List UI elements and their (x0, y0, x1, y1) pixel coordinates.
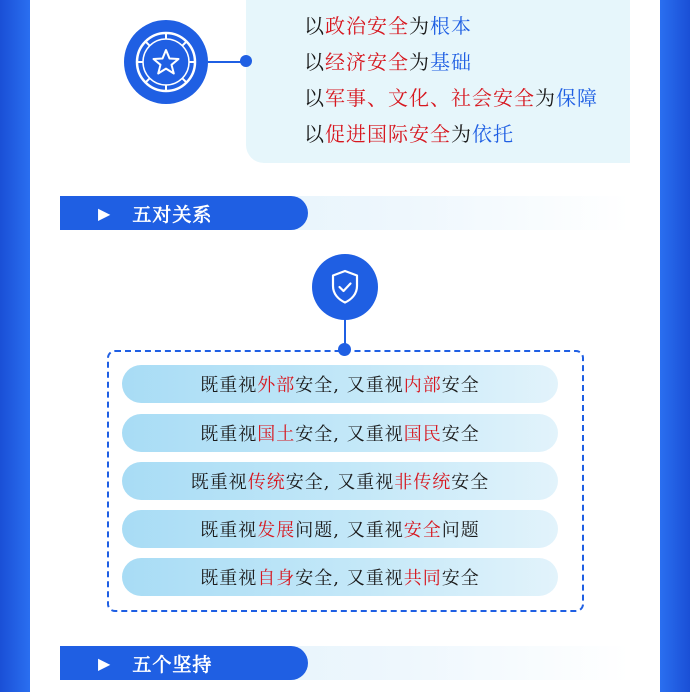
right-border (660, 0, 690, 692)
principle-line: 以经济安全为基础 (304, 50, 472, 74)
section-title: 五个坚持 (132, 653, 213, 676)
principles-list (304, 8, 598, 152)
shield-check-icon (312, 254, 378, 320)
section-title: 五对关系 (132, 203, 213, 226)
principle-line: 以军事、文化、社会安全为保障 (304, 86, 598, 110)
relation-row: 既重视 自身 安全, 又重视 共同 安全 (122, 558, 558, 596)
principle-line: 以促进国际安全为依托 (304, 122, 514, 146)
section-header-five-relations (60, 196, 630, 230)
relation-row: 既重视 国土 安全, 又重视 国民 安全 (122, 414, 558, 452)
relation-row: 既重视 外部 安全, 又重视 内部 安全 (122, 365, 558, 403)
section-header-five-adherences (60, 646, 630, 680)
relation-row: 既重视 传统 安全, 又重视 非传统 安全 (122, 462, 558, 500)
principle-line: 以政治安全为根本 (304, 14, 472, 38)
relation-row: 既重视 发展 问题, 又重视 安全 问题 (122, 510, 558, 548)
star-medal-icon (124, 20, 208, 104)
play-arrow-icon: ▶ (98, 653, 111, 673)
play-arrow-icon: ▶ (98, 203, 111, 223)
section-title-pill (60, 646, 308, 680)
left-border (0, 0, 30, 692)
medal-connector-dot (240, 55, 252, 67)
shield-connector-dot (338, 343, 351, 356)
section-title-pill (60, 196, 308, 230)
